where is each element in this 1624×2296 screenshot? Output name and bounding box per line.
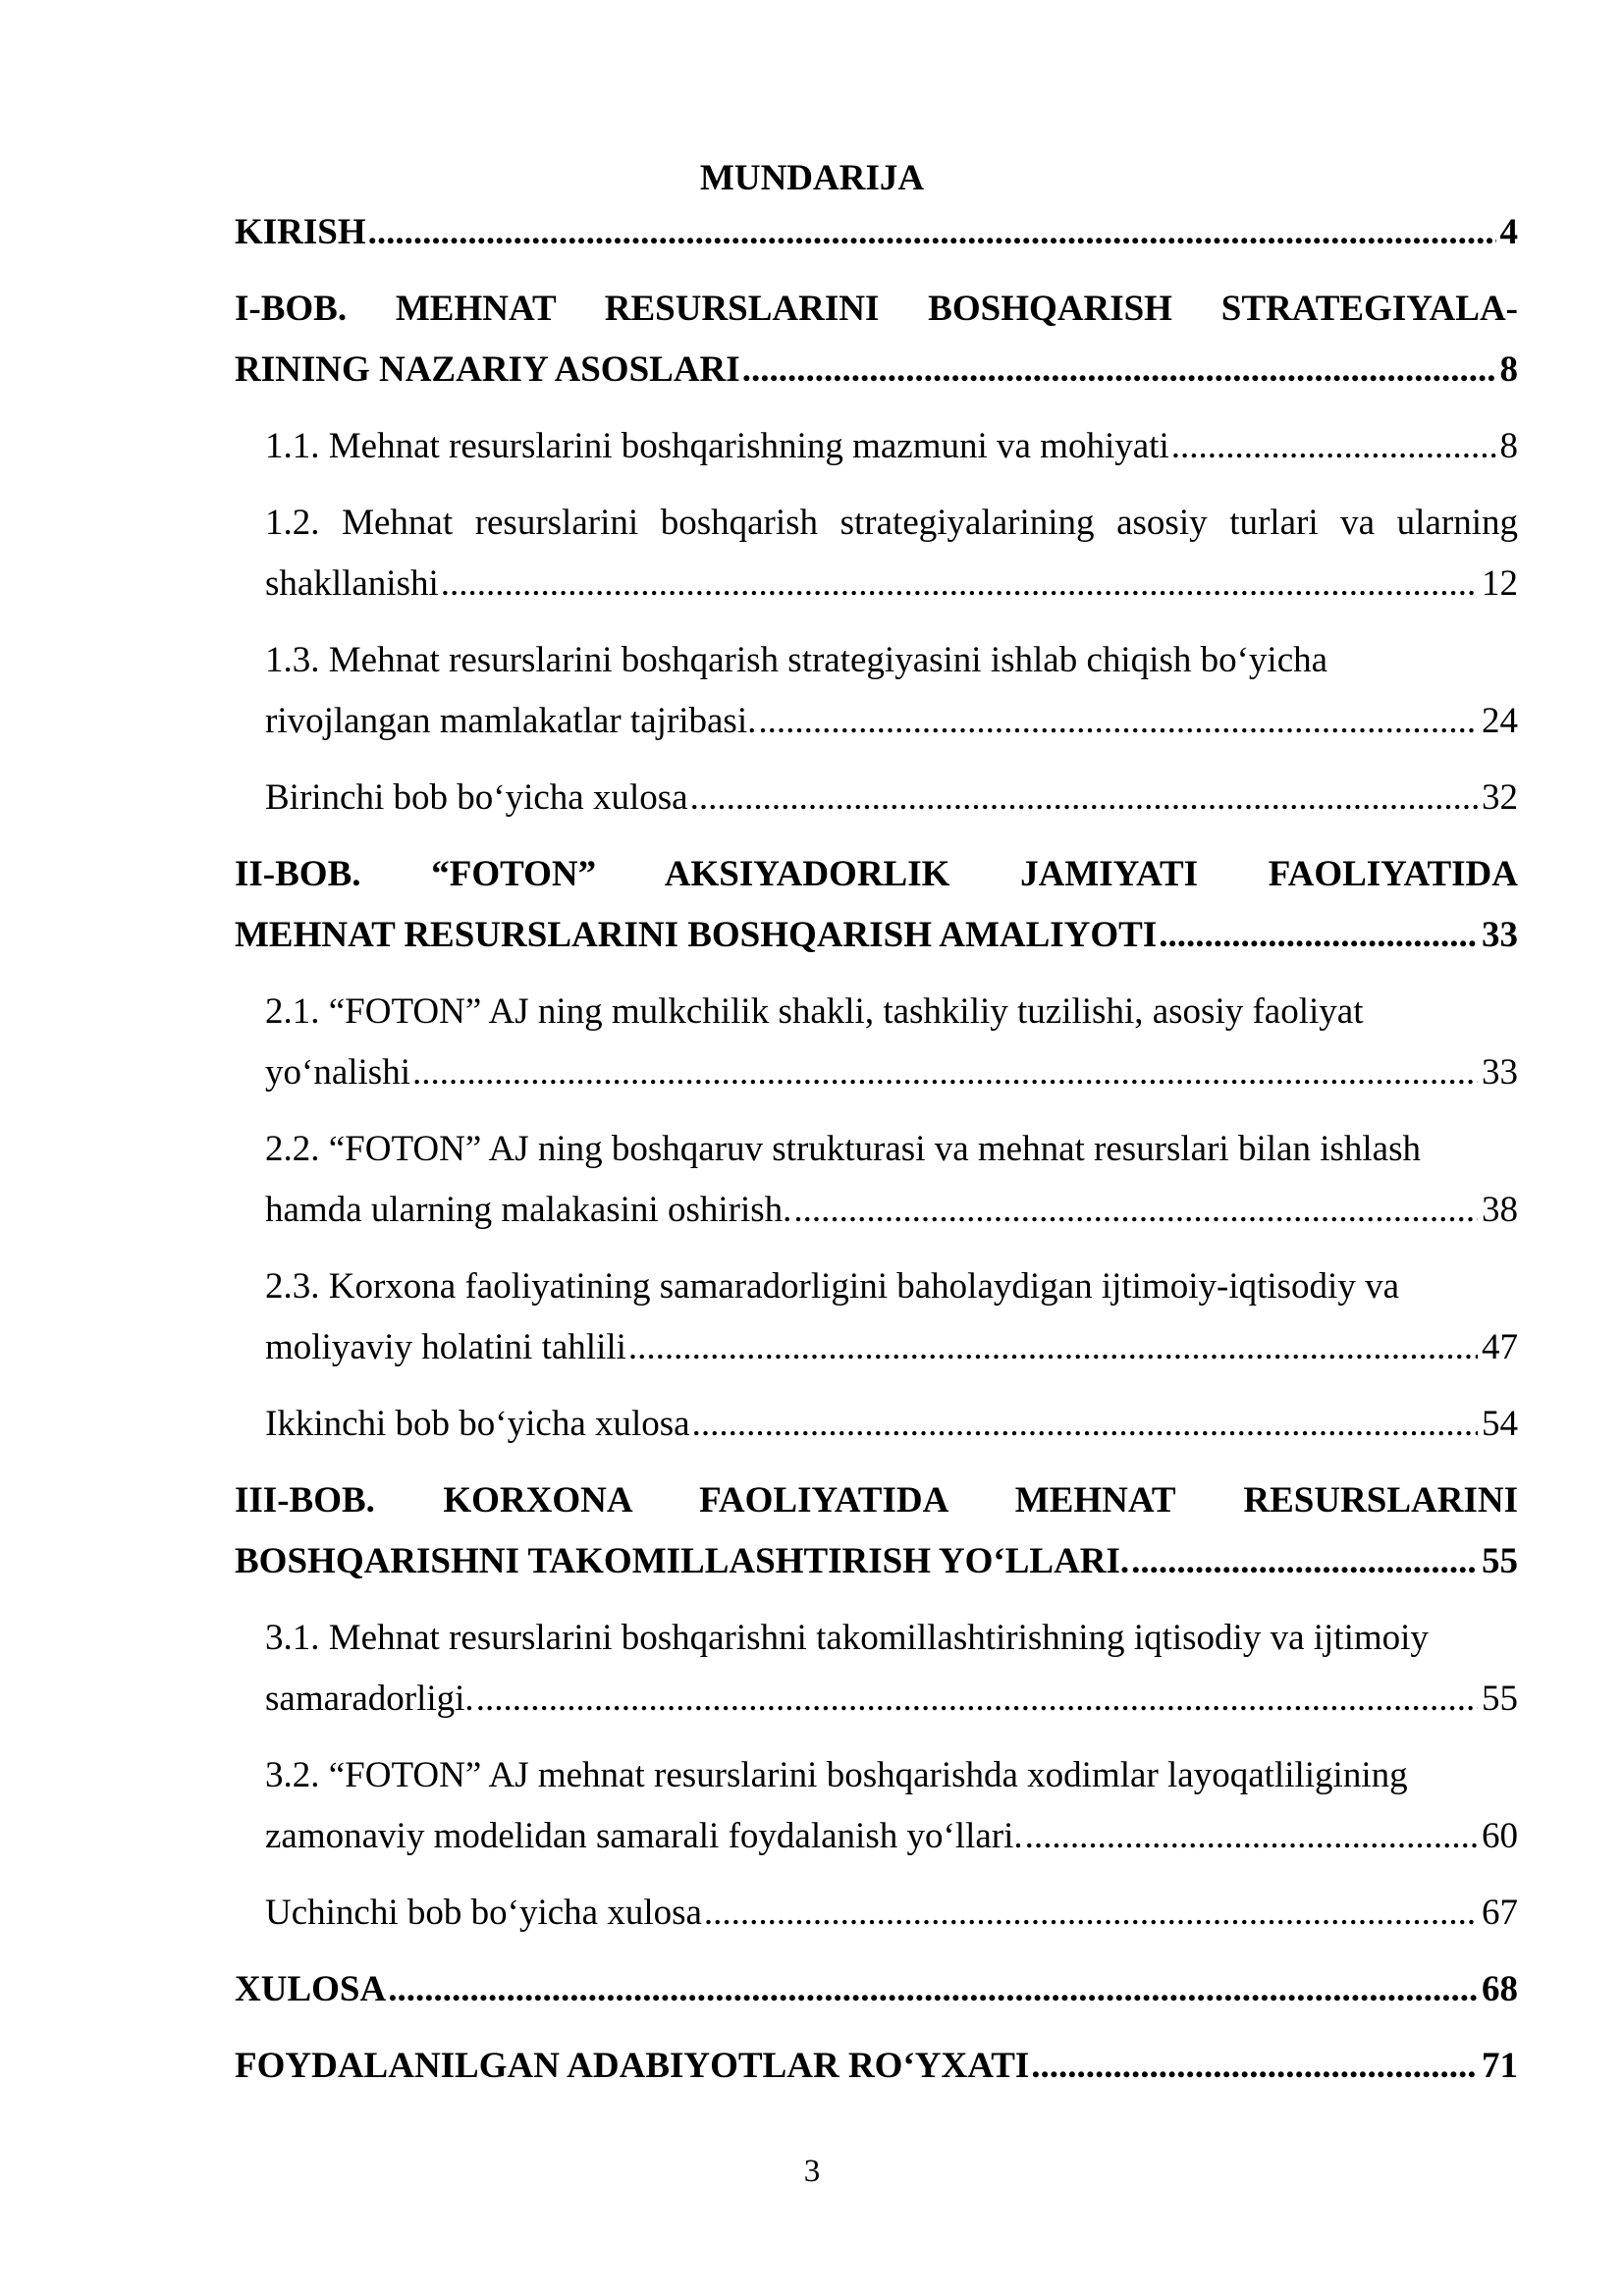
toc-entry-chapter-2-conclusion[interactable] [265,1394,1518,1455]
toc-leader-dots [1159,905,1478,966]
toc-leader-dots [690,768,1478,828]
toc-leader-dots [412,1042,1478,1103]
toc-entry-kirish[interactable] [235,202,1518,263]
page-number: 3 [803,2154,821,2189]
toc-entry-section-2-1[interactable] [265,982,1518,1103]
toc-entry-title-line: 2.1. “FOTON” AJ ning mulkchilik shakli, tashkiliy tuzilishi, asosiy faoliyat [265,991,1364,1032]
toc-page-number: 8 [1499,349,1518,390]
toc-entry-section-3-1[interactable] [265,1608,1518,1730]
toc-entry-title-line: 1.3. Mehnat resurslarini boshqarish strategiyasini ishlab chiqish bo‘yicha [265,640,1328,680]
toc-page-number: 55 [1482,1679,1518,1719]
toc-entry-section-1-1[interactable] [265,416,1518,477]
toc-page-number: 38 [1482,1190,1518,1230]
toc-page-number: 32 [1482,777,1518,818]
toc-leader-dots [1031,2036,1478,2097]
toc-entry-chapter-2[interactable] [235,844,1518,966]
toc-entry-title: MEHNAT RESURSLARINI BOSHQARISH AMALIYOTI [235,915,1158,955]
toc-leader-dots [628,1317,1478,1378]
toc-page-number: 54 [1482,1404,1518,1444]
toc-page-number: 8 [1499,426,1518,466]
toc-leader-dots [1131,1531,1478,1592]
page-title: MUNDARIJA [699,158,925,198]
toc-entry-title: Ikkinchi bob bo‘yicha xulosa [265,1404,690,1444]
toc-entry-title: samaradorligi. [265,1679,474,1719]
toc-entry-title-line: 2.2. “FOTON” AJ ning boshqaruv strukturasi va mehnat resurslari bilan ishlash [265,1129,1421,1169]
toc-page-number: 60 [1482,1816,1518,1856]
table-of-contents [235,202,1518,2097]
toc-leader-dots [388,1959,1478,2020]
toc-page-number: 33 [1482,915,1518,955]
toc-page-number: 67 [1482,1893,1518,1933]
toc-entry-title-line: 3.2. “FOTON” AJ mehnat resurslarini boshqarishda xodimlar layoqatliligining [265,1755,1408,1795]
toc-leader-dots [704,1883,1478,1944]
toc-entry-references[interactable] [235,2036,1518,2097]
toc-leader-dots [1171,416,1496,477]
toc-leader-dots [368,202,1496,263]
toc-entry-chapter-3-conclusion[interactable] [265,1883,1518,1944]
toc-page-number: 71 [1482,2046,1518,2086]
toc-entry-title: shakllanishi [265,563,439,604]
toc-entry-chapter-1[interactable] [235,279,1518,400]
toc-entry-title-line: 3.1. Mehnat resurslarini boshqarishni takomillashtirishning iqtisodiy va ijtimoiy [265,1618,1429,1658]
toc-page-number: 12 [1482,563,1518,604]
toc-entry-title-line: III-BOB. KORXONA FAOLIYATIDA MEHNAT RESURSLARINI [235,1480,1518,1521]
toc-entry-chapter-1-conclusion[interactable] [265,768,1518,828]
toc-entry-conclusion[interactable] [235,1959,1518,2020]
toc-leader-dots [758,691,1478,752]
toc-entry-title: Uchinchi bob bo‘yicha xulosa [265,1893,702,1933]
toc-entry-title-line: 1.2. Mehnat resurslarini boshqarish strategiyalarining asosiy turlari va ularning [265,503,1518,543]
toc-entry-title: hamda ularning malakasini oshirish. [265,1190,792,1230]
toc-page-number: 24 [1482,701,1518,741]
toc-entry-title: yo‘nalishi [265,1052,410,1093]
toc-entry-title: RINING NAZARIY ASOSLARI [235,349,740,390]
toc-leader-dots [692,1394,1478,1455]
toc-leader-dots [441,554,1478,614]
toc-entry-title: zamonaviy modelidan samarali foydalanish yo‘llari. [265,1816,1023,1856]
toc-entry-title-line: II-BOB. “FOTON” AKSIYADORLIK JAMIYATI FAOLIYATIDA [235,854,1518,894]
toc-leader-dots [1025,1806,1478,1867]
toc-leader-dots [476,1669,1478,1730]
toc-entry-chapter-3[interactable] [235,1470,1518,1592]
toc-page-number: 4 [1499,212,1518,252]
toc-page-number: 33 [1482,1052,1518,1093]
toc-entry-section-3-2[interactable] [265,1745,1518,1867]
toc-page-number: 47 [1482,1327,1518,1367]
toc-entry-title-line: I-BOB. MEHNAT RESURSLARINI BOSHQARISH STRATEGIYALA- [235,289,1518,329]
toc-page-number: 68 [1482,1969,1518,2009]
toc-entry-title: moliyaviy holatini tahlili [265,1327,626,1367]
toc-entry-section-2-2[interactable] [265,1119,1518,1241]
toc-entry-title: BOSHQARISHNI TAKOMILLASHTIRISH YO‘LLARI. [235,1541,1130,1581]
toc-page-number: 55 [1482,1541,1518,1581]
toc-entry-title: rivojlangan mamlakatlar tajribasi. [265,701,757,741]
toc-entry-title: FOYDALANILGAN ADABIYOTLAR RO‘YXATI [235,2046,1030,2086]
toc-entry-title: Birinchi bob bo‘yicha xulosa [265,777,688,818]
toc-entry-section-2-3[interactable] [265,1256,1518,1378]
toc-entry-title: XULOSA [235,1969,387,2009]
toc-leader-dots [793,1180,1478,1241]
toc-entry-title: 1.1. Mehnat resurslarini boshqarishning mazmuni va mohiyati [265,426,1169,466]
toc-entry-section-1-2[interactable] [265,493,1518,614]
toc-entry-title-line: 2.3. Korxona faoliyatining samaradorligini baholaydigan ijtimoiy-iqtisodiy va [265,1266,1400,1307]
toc-leader-dots [742,340,1496,400]
toc-entry-title: KIRISH [235,212,366,252]
toc-entry-section-1-3[interactable] [265,630,1518,752]
